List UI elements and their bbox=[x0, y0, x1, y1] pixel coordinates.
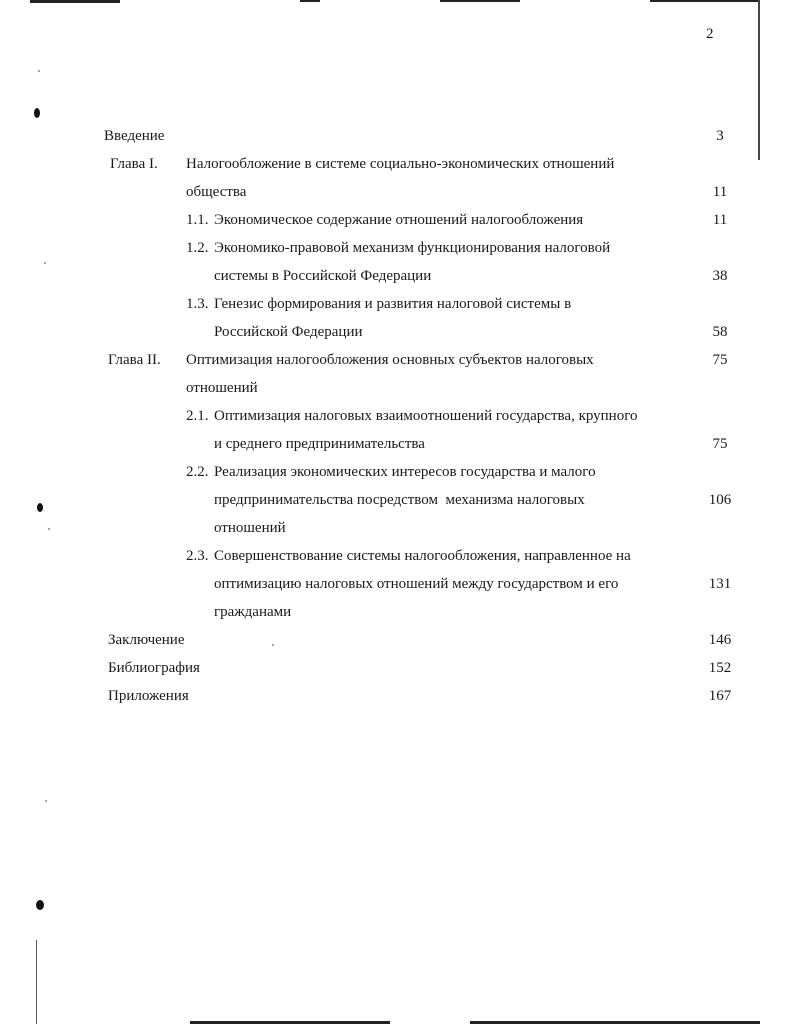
toc-page: 75 bbox=[712, 352, 728, 368]
toc-text-line: Совершенствование системы налогообложения, направленное на bbox=[214, 548, 631, 564]
toc-text-line: Реализация экономических интересов государства и малого bbox=[214, 464, 596, 480]
scan-dot bbox=[45, 800, 47, 802]
section-number: 1.1. bbox=[186, 212, 209, 228]
toc-text-line: Оптимизация налоговых взаимоотношений государства, крупного bbox=[214, 408, 638, 424]
toc-text-line: отношений bbox=[186, 380, 258, 396]
toc-entry-section-2-2-cont bbox=[0, 486, 792, 514]
toc-text-line: Оптимизация налогообложения основных субъектов налоговых bbox=[186, 352, 594, 368]
scan-line-top bbox=[650, 0, 758, 2]
toc-entry-section-1-2[interactable] bbox=[0, 234, 792, 262]
toc-text-line: отношений bbox=[214, 520, 286, 536]
toc-label: Введение bbox=[104, 128, 165, 144]
toc-text-line: Генезис формирования и развития налоговой системы в bbox=[214, 296, 572, 312]
toc-text-line: Налогообложение в системе социально-экономических отношений bbox=[186, 156, 615, 172]
toc-text-line: Российской Федерации bbox=[214, 324, 363, 340]
toc-entry-section-1-3-cont bbox=[0, 318, 792, 346]
section-number: 1.3. bbox=[186, 296, 209, 312]
toc-label: Приложения bbox=[108, 688, 189, 704]
toc-page: 3 bbox=[716, 128, 724, 144]
toc-page: 146 bbox=[708, 632, 732, 648]
toc-entry-chapter-2[interactable] bbox=[0, 346, 792, 374]
toc-entry-section-1-1[interactable] bbox=[0, 206, 792, 234]
toc-entry-section-2-3-cont bbox=[0, 598, 792, 626]
toc-text-line: предпринимательства посредством механизма налоговых bbox=[214, 492, 585, 508]
toc-label: Библиография bbox=[108, 660, 200, 676]
toc-entry-chapter-2-cont bbox=[0, 374, 792, 402]
chapter-prefix: Глава I. bbox=[110, 156, 158, 172]
toc-entry-section-2-1-cont bbox=[0, 430, 792, 458]
toc-text-line: гражданами bbox=[214, 604, 292, 620]
toc-page: 75 bbox=[712, 436, 728, 452]
section-number: 1.2. bbox=[186, 240, 209, 256]
chapter-prefix: Глава II. bbox=[108, 352, 161, 368]
toc-text-line: Экономико-правовой механизм функционирования налоговой bbox=[214, 240, 611, 256]
toc-text-line: и среднего предпринимательства bbox=[214, 436, 425, 452]
toc-entry-chapter-1-cont bbox=[0, 178, 792, 206]
toc-entry-section-2-3-cont bbox=[0, 570, 792, 598]
toc-entry-section-2-2[interactable] bbox=[0, 458, 792, 486]
toc-page: 167 bbox=[708, 688, 732, 704]
toc-text-line: оптимизацию налоговых отношений между государством и его bbox=[214, 576, 619, 592]
scan-speck bbox=[36, 900, 44, 910]
scan-line-top bbox=[300, 0, 320, 2]
toc-entry-chapter-1[interactable] bbox=[0, 150, 792, 178]
toc-page: 58 bbox=[712, 324, 728, 340]
toc-page: 38 bbox=[712, 268, 728, 284]
toc-page: 106 bbox=[708, 492, 732, 508]
toc-entry-appendices[interactable] bbox=[0, 682, 792, 710]
toc-entry-bibliography[interactable] bbox=[0, 654, 792, 682]
toc-entry-section-2-2-cont bbox=[0, 514, 792, 542]
toc-entry-section-2-1[interactable] bbox=[0, 402, 792, 430]
section-number: 2.2. bbox=[186, 464, 209, 480]
scan-line-top bbox=[30, 0, 120, 3]
scan-line-top bbox=[440, 0, 520, 2]
toc-entry-section-2-3[interactable] bbox=[0, 542, 792, 570]
toc-text-line: общества bbox=[186, 184, 247, 200]
toc-entry-intro[interactable] bbox=[0, 122, 792, 150]
toc-label: Заключение bbox=[108, 632, 185, 648]
toc-page: 152 bbox=[708, 660, 732, 676]
section-number: 2.1. bbox=[186, 408, 209, 424]
scan-edge-left bbox=[36, 940, 37, 1024]
scan-speck bbox=[34, 108, 40, 118]
toc-entry-conclusion[interactable] bbox=[0, 626, 792, 654]
toc-text-line: Экономическое содержание отношений налогообложения bbox=[214, 212, 584, 228]
page-number: 2 bbox=[706, 26, 714, 42]
toc-page: 11 bbox=[712, 184, 728, 200]
scan-dot bbox=[38, 70, 40, 72]
section-number: 2.3. bbox=[186, 548, 209, 564]
toc-entry-section-1-3[interactable] bbox=[0, 290, 792, 318]
toc-page: 131 bbox=[708, 576, 732, 592]
toc-entry-section-1-2-cont bbox=[0, 262, 792, 290]
toc-page: 11 bbox=[712, 212, 728, 228]
toc-text-line: системы в Российской Федерации bbox=[214, 268, 432, 284]
